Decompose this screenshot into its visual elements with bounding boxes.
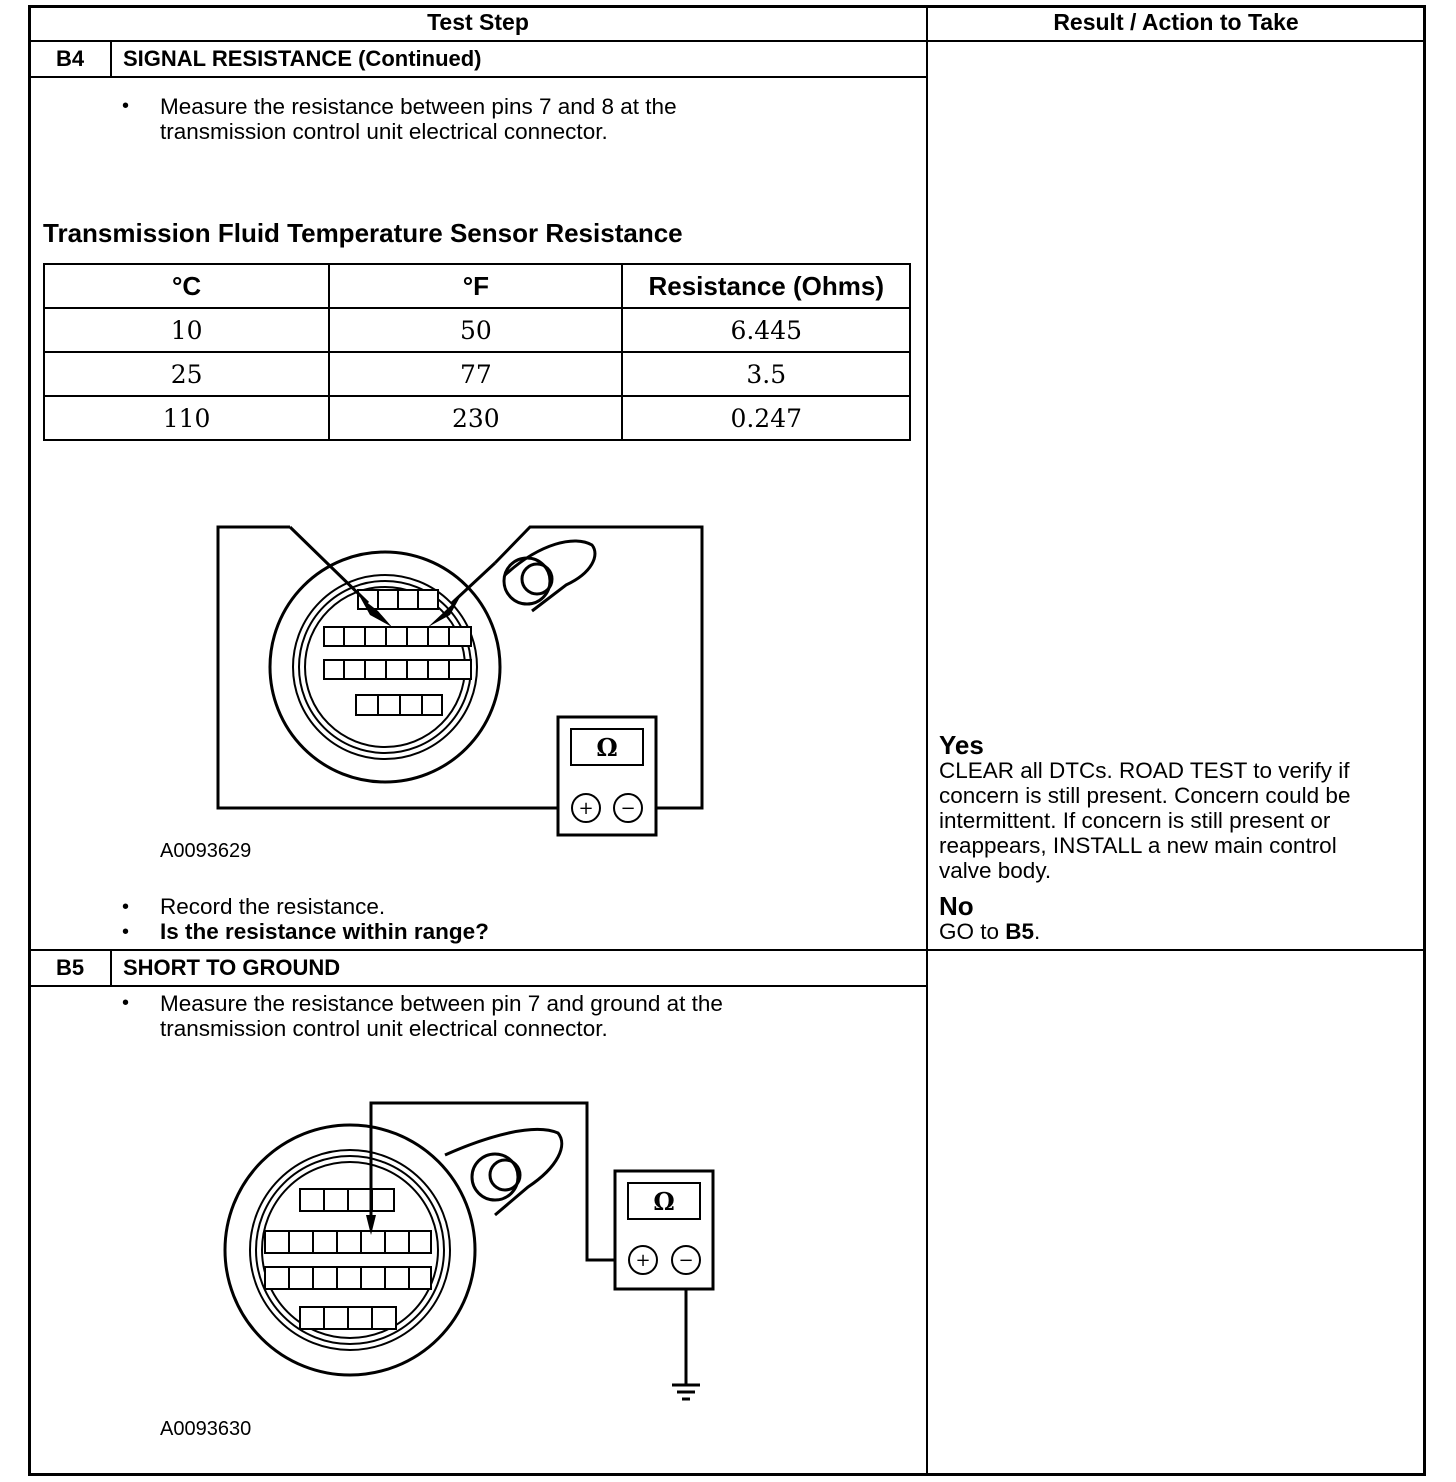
result-yes-text	[939, 758, 1350, 883]
bullet-marker: •	[122, 896, 130, 918]
b4-id-divider	[110, 41, 112, 77]
cell-celsius: 110	[44, 396, 329, 440]
column-header-celsius: °C	[44, 264, 329, 308]
bullet-marker: •	[122, 921, 130, 943]
header-test-step: Test Step	[427, 9, 529, 35]
column-header-resistance: Resistance (Ohms)	[622, 264, 910, 308]
step-id-b4: B4	[55, 46, 85, 71]
b5-id-divider	[110, 950, 112, 986]
cell-fahrenheit: 230	[329, 396, 622, 440]
resistance-table	[43, 263, 911, 441]
connector-diagram-pin-7-ground	[190, 1095, 730, 1415]
result-yes-line: reappears, INSTALL a new main control	[939, 833, 1337, 858]
b4-instruction-line2: transmission control unit electrical connector.	[160, 119, 608, 144]
table-row	[44, 396, 910, 440]
header-divider	[28, 40, 1426, 42]
result-yes-line: concern is still present. Concern could be	[939, 783, 1351, 808]
b4-title-divider	[28, 76, 927, 78]
ohm-symbol: Ω	[653, 1187, 675, 1216]
b5-instruction-line2: transmission control unit electrical connector.	[160, 1016, 608, 1041]
bullet-marker: •	[122, 992, 130, 1014]
plus-terminal-label: +	[578, 798, 594, 819]
result-yes-line: valve body.	[939, 858, 1052, 883]
goto-b5-link[interactable]: B5	[1005, 919, 1035, 944]
b4-question: Is the resistance within range?	[160, 919, 489, 944]
result-yes-line: CLEAR all DTCs. ROAD TEST to verify if	[939, 758, 1350, 783]
b5-instruction-line1: Measure the resistance between pin 7 and ground at the	[160, 991, 723, 1016]
b4-instruction-line1: Measure the resistance between pins 7 and 8 at the	[160, 94, 677, 119]
figure-id-a0093630: A0093630	[160, 1418, 252, 1440]
result-yes-line: intermittent. If concern is still present or	[939, 808, 1331, 833]
step-title-b5: SHORT TO GROUND	[123, 955, 341, 980]
cell-fahrenheit: 77	[329, 352, 622, 396]
minus-terminal-label: −	[678, 1250, 694, 1271]
result-no-prefix: GO to	[939, 919, 1006, 944]
b4-b5-divider	[28, 949, 1426, 951]
step-title-b4: SIGNAL RESISTANCE (Continued)	[123, 46, 482, 71]
table-row	[44, 308, 910, 352]
cell-fahrenheit: 50	[329, 308, 622, 352]
connector-diagram-pins-7-8	[200, 515, 720, 845]
column-header-fahrenheit: °F	[329, 264, 622, 308]
result-yes-label: Yes	[939, 730, 984, 760]
figure-id-a0093629: A0093629	[160, 840, 252, 862]
step-id-b5: B5	[55, 955, 85, 980]
resistance-table-title: Transmission Fluid Temperature Sensor Resistance	[43, 218, 683, 248]
cell-resistance: 3.5	[622, 352, 910, 396]
ground-icon	[672, 1385, 700, 1399]
cell-celsius: 25	[44, 352, 329, 396]
b5-title-divider	[28, 985, 927, 987]
result-no-label: No	[939, 891, 974, 921]
cell-resistance: 6.445	[622, 308, 910, 352]
ohm-symbol: Ω	[596, 733, 618, 762]
bullet-marker: •	[122, 95, 130, 117]
header-result-action: Result / Action to Take	[1053, 9, 1299, 35]
cell-resistance: 0.247	[622, 396, 910, 440]
cell-celsius: 10	[44, 308, 329, 352]
minus-terminal-label: −	[620, 798, 636, 819]
column-divider	[926, 5, 928, 1476]
table-header-row	[44, 264, 910, 308]
result-no-text	[939, 919, 1040, 944]
b4-record-resistance: Record the resistance.	[160, 894, 386, 919]
result-no-suffix: .	[1034, 919, 1041, 944]
plus-terminal-label: +	[635, 1250, 651, 1271]
table-row	[44, 352, 910, 396]
